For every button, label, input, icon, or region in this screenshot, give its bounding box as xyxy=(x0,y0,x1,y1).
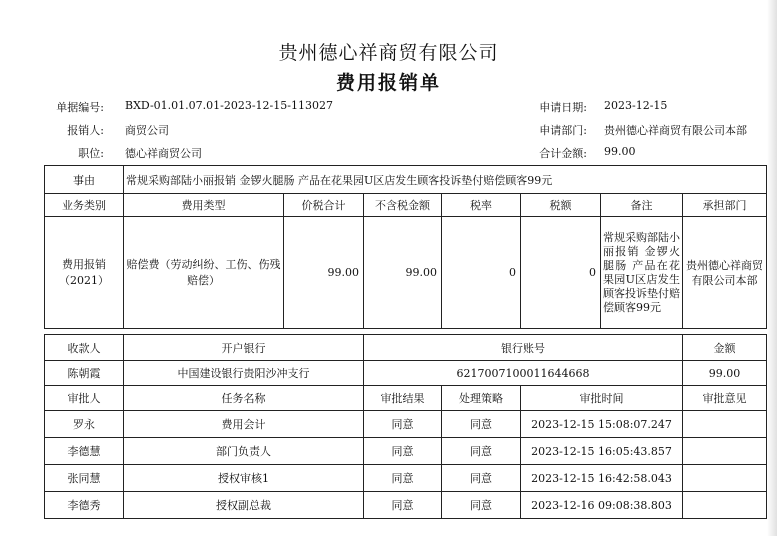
approval-result: 同意 xyxy=(364,465,442,492)
expense-dept: 贵州德心祥商贸有限公司本部 xyxy=(683,217,767,329)
expense-rate: 0 xyxy=(442,217,521,329)
header-account: 银行账号 xyxy=(364,335,683,361)
header-tax: 税额 xyxy=(521,194,601,217)
approval-result: 同意 xyxy=(364,411,442,438)
approval-header-row xyxy=(45,386,767,411)
approval-row xyxy=(45,492,767,519)
header-type: 费用类型 xyxy=(124,194,284,217)
apply-dept-label: 申请部门: xyxy=(539,124,587,137)
header-total: 价税合计 xyxy=(284,194,364,217)
position-label: 职位: xyxy=(78,147,104,160)
header-amount: 金额 xyxy=(683,335,767,361)
approver: 张同慧 xyxy=(45,465,124,492)
payee-row xyxy=(45,361,767,386)
header-note: 备注 xyxy=(601,194,683,217)
payee-header-row xyxy=(45,335,767,361)
claimant-label: 报销人: xyxy=(67,124,104,137)
header-result: 审批结果 xyxy=(364,386,442,411)
page-edge-shadow xyxy=(767,0,777,536)
approval-time: 2023-12-15 15:08:07.247 xyxy=(521,411,683,438)
task-name: 授权审核1 xyxy=(124,465,364,492)
header-rate: 税率 xyxy=(442,194,521,217)
expense-row xyxy=(45,217,767,329)
header-bank: 开户银行 xyxy=(124,335,364,361)
doc-no-value: BXD-01.01.07.01-2023-12-15-113027 xyxy=(125,99,333,112)
header-category: 业务类别 xyxy=(45,194,124,217)
apply-date-label: 申请日期: xyxy=(539,101,587,114)
approval-time: 2023-12-15 16:05:43.857 xyxy=(521,438,683,465)
task-name: 部门负责人 xyxy=(124,438,364,465)
approval-strategy: 同意 xyxy=(442,411,521,438)
payee-name: 陈朝霞 xyxy=(45,361,124,386)
approval-result: 同意 xyxy=(364,492,442,519)
approver: 罗永 xyxy=(45,411,124,438)
expense-category: 费用报销（2021） xyxy=(45,217,124,329)
header-strategy: 处理策略 xyxy=(442,386,521,411)
approval-row xyxy=(45,465,767,492)
payee-amount: 99.00 xyxy=(683,361,767,386)
approval-opinion xyxy=(683,411,767,438)
total-label: 合计金额: xyxy=(539,147,587,160)
approval-strategy: 同意 xyxy=(442,492,521,519)
approver: 李德慧 xyxy=(45,438,124,465)
expense-note: 常规采购部陆小丽报销 金锣火腿肠 产品在花果园U区店发生顾客投诉垫付赔偿顾客99元 xyxy=(601,217,683,329)
reason-text: 常规采购部陆小丽报销 金锣火腿肠 产品在花果园U区店发生顾客投诉垫付赔偿顾客99元 xyxy=(124,166,767,194)
task-name: 费用会计 xyxy=(124,411,364,438)
apply-date-value: 2023-12-15 xyxy=(604,99,668,112)
approval-strategy: 同意 xyxy=(442,465,521,492)
approval-strategy: 同意 xyxy=(442,438,521,465)
approval-time: 2023-12-16 09:08:38.803 xyxy=(521,492,683,519)
claimant-value: 商贸公司 xyxy=(125,124,169,137)
approval-opinion xyxy=(683,492,767,519)
approval-opinion xyxy=(683,438,767,465)
apply-dept-value: 贵州德心祥商贸有限公司本部 xyxy=(604,124,747,137)
document-title: 费用报销单 xyxy=(335,72,441,94)
payee-bank: 中国建设银行贵阳沙冲支行 xyxy=(124,361,364,386)
approval-row xyxy=(45,438,767,465)
expense-table xyxy=(44,165,767,329)
header-net: 不含税金额 xyxy=(364,194,442,217)
approval-row xyxy=(45,411,767,438)
header-approver: 审批人 xyxy=(45,386,124,411)
header-task: 任务名称 xyxy=(124,386,364,411)
header-opinion: 审批意见 xyxy=(683,386,767,411)
doc-no-label: 单据编号: xyxy=(56,101,104,114)
approval-time: 2023-12-15 16:42:58.043 xyxy=(521,465,683,492)
approver: 李德秀 xyxy=(45,492,124,519)
expense-header-row xyxy=(45,194,767,217)
company-name: 贵州德心祥商贸有限公司 xyxy=(278,42,499,64)
expense-tax: 0 xyxy=(521,217,601,329)
approval-result: 同意 xyxy=(364,438,442,465)
header-dept: 承担部门 xyxy=(683,194,767,217)
expense-total: 99.00 xyxy=(284,217,364,329)
reason-label: 事由 xyxy=(45,166,124,194)
header-time: 审批时间 xyxy=(521,386,683,411)
task-name: 授权副总裁 xyxy=(124,492,364,519)
expense-net: 99.00 xyxy=(364,217,442,329)
approval-opinion xyxy=(683,465,767,492)
payment-approval-table xyxy=(44,334,767,519)
expense-type: 赔偿费（劳动纠纷、工伤、伤残赔偿） xyxy=(124,217,284,329)
reason-row xyxy=(45,166,767,194)
total-value: 99.00 xyxy=(604,145,636,158)
payee-account: 6217007100011644668 xyxy=(364,361,683,386)
header-payee: 收款人 xyxy=(45,335,124,361)
position-value: 德心祥商贸公司 xyxy=(125,147,202,160)
